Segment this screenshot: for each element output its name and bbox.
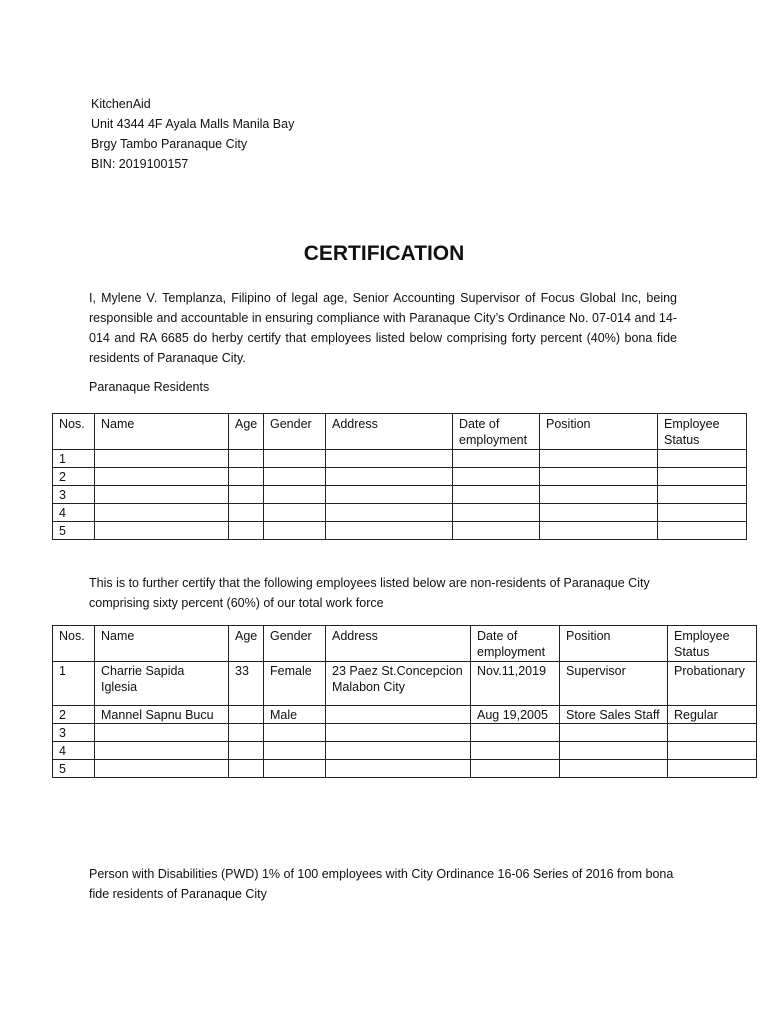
header-age: Age: [229, 414, 264, 450]
table-header-row: [53, 626, 757, 662]
company-address-block: [91, 94, 294, 174]
table-row: 4: [53, 504, 747, 522]
header-name: Name: [95, 414, 229, 450]
table-row: 5: [53, 760, 757, 778]
header-gender: Gender: [264, 414, 326, 450]
bin-number: BIN: 2019100157: [91, 157, 189, 171]
header-gender: Gender: [264, 626, 326, 662]
header-name: Name: [95, 626, 229, 662]
nonresidents-table: [52, 625, 757, 778]
header-position: Position: [560, 626, 668, 662]
header-nos: Nos.: [53, 626, 95, 662]
header-status: Employee Status: [668, 626, 757, 662]
residents-label: Paranaque Residents: [89, 380, 210, 394]
address-line-city: Brgy Tambo Paranaque City: [91, 137, 248, 151]
header-address: Address: [326, 626, 471, 662]
header-position: Position: [540, 414, 658, 450]
intro-paragraph: I, Mylene V. Templanza, Filipino of legal age, Senior Accounting Supervisor of Focus Global Inc, being responsible and accountable in ensuring compliance with Paranaque City’s Ordinance No. 07-014 and 14-014 and RA 6685 do herby certify that employees listed below comprising forty percent (40%) bona fide residents of Paranaque City.: [89, 291, 677, 365]
table-row: 1: [53, 450, 747, 468]
header-age: Age: [229, 626, 264, 662]
address-line-unit: Unit 4344 4F Ayala Malls Manila Bay: [91, 117, 295, 131]
nonresidents-paragraph: This is to further certify that the following employees listed below are non-residents of Paranaque City comprising sixty percent (60%) of our total work force: [89, 576, 650, 610]
header-date: Date of employment: [471, 626, 560, 662]
residents-table: [52, 413, 747, 540]
table-row: 2 Mannel Sapnu Bucu Male Aug 19,2005 Store Sales Staff Regular: [53, 706, 757, 724]
header-address: Address: [326, 414, 453, 450]
table-row: 2: [53, 468, 747, 486]
header-status: Employee Status: [658, 414, 747, 450]
header-date: Date of employment: [453, 414, 540, 450]
table-row: 5: [53, 522, 747, 540]
table-row: 3: [53, 486, 747, 504]
document-title: CERTIFICATION: [303, 242, 465, 265]
table-row: 1 Charrie Sapida Iglesia 33 Female 23 Paez St.Concepcion Malabon City Nov.11,2019 Supervisor Probationary: [53, 662, 757, 706]
table-row: 3: [53, 724, 757, 742]
table-header-row: [53, 414, 747, 450]
header-nos: Nos.: [53, 414, 95, 450]
table-row: 4: [53, 742, 757, 760]
pwd-paragraph: Person with Disabilities (PWD) 1% of 100 employees with City Ordinance 16-06 Series of 2016 from bona fide residents of Paranaque City: [89, 867, 674, 901]
company-name: KitchenAid: [91, 97, 151, 111]
